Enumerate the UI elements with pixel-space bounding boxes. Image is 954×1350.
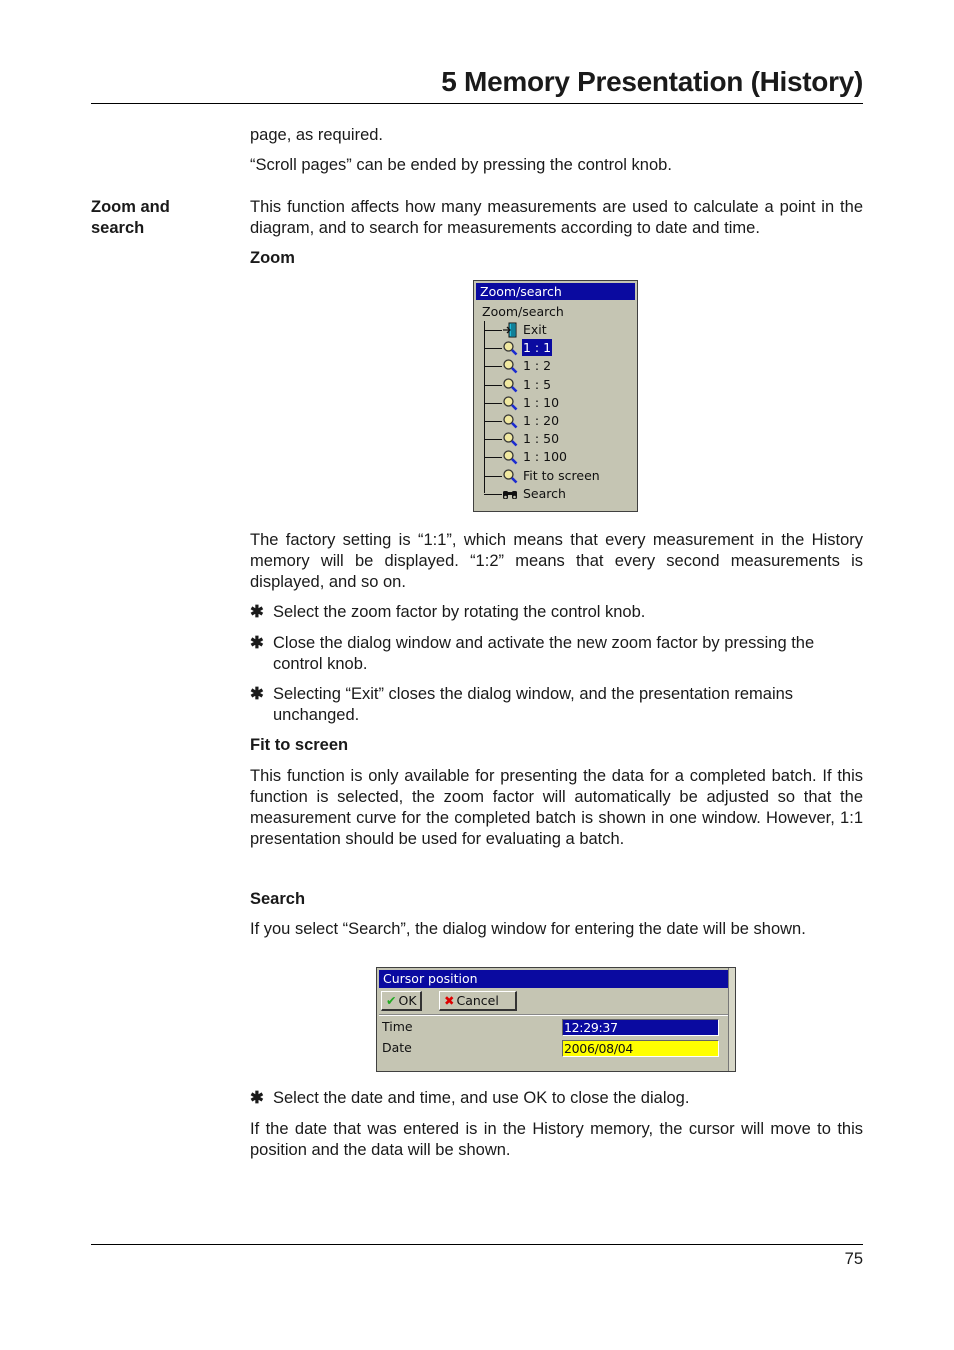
- tree-connector-line: [484, 321, 485, 493]
- date-label: Date: [382, 1040, 412, 1055]
- tree-branch-line: [484, 330, 502, 331]
- bullet-text: Select the date and time, and use OK to close the dialog.: [273, 1089, 690, 1107]
- tree-branch-line: [484, 439, 502, 440]
- magnifier-icon: [502, 340, 518, 356]
- tree-item-label: 1 : 5: [523, 376, 552, 392]
- ok-label: OK: [398, 993, 417, 1008]
- search-after-paragraph: If the date that was entered is in the History memory, the cursor will move to this position and the data will be shown.: [250, 1120, 863, 1159]
- zoom-bullet-2: [250, 633, 863, 675]
- tree-item-label: 1 : 1: [523, 340, 552, 356]
- intro-paragraph-2: “Scroll pages” can be ended by pressing the control knob.: [250, 156, 672, 174]
- cancel-label: Cancel: [456, 993, 499, 1008]
- cancel-button[interactable]: [439, 991, 517, 1011]
- time-label: Time: [382, 1019, 413, 1034]
- fit-paragraph: This function is only available for presenting the data for a completed batch. If this function is selected, the zoom factor will automatically be adjusted so that the measurement curve for the completed batch is shown in one window. However, 1:1 presentation should be used for evaluating a batch.: [250, 767, 863, 848]
- cross-icon: ✖: [444, 993, 455, 1008]
- tree-branch-line: [484, 403, 502, 404]
- tree-item-label: 1 : 50: [523, 431, 560, 447]
- binoculars-icon: [502, 486, 518, 502]
- tree-root-label: Zoom/search: [482, 304, 564, 319]
- magnifier-icon: [502, 395, 518, 411]
- fit-heading: Fit to screen: [250, 736, 349, 754]
- header-rule: [91, 103, 863, 104]
- tree-item-label: 1 : 10: [523, 394, 560, 410]
- ok-button[interactable]: [381, 991, 422, 1011]
- bullet-text: Select the zoom factor by rotating the control knob.: [273, 603, 646, 621]
- bullet-text: Selecting “Exit” closes the dialog window, and the presentation remains unchanged.: [273, 685, 794, 724]
- bullet-star-icon: ✱: [250, 603, 264, 621]
- tree-branch-line: [484, 457, 502, 458]
- dialog-titlebar: Zoom/search: [476, 283, 635, 300]
- zoom-bullet-3: [250, 684, 863, 726]
- magnifier-icon: [502, 449, 518, 465]
- bullet-star-icon: ✱: [250, 685, 264, 703]
- tree-branch-line: [484, 348, 502, 349]
- tree-item-label: Exit: [523, 322, 547, 337]
- tree-branch-line: [484, 494, 502, 495]
- tree-branch-line: [484, 421, 502, 422]
- magnifier-icon: [502, 468, 518, 484]
- side-heading-line-2: search: [91, 219, 145, 237]
- dialog-side-edge: [728, 968, 735, 1071]
- page-number: 75: [844, 1250, 863, 1268]
- magnifier-icon: [502, 377, 518, 393]
- tree-item-label: 1 : 20: [523, 413, 560, 428]
- cursor-position-dialog: [376, 967, 736, 1072]
- tree-item-label: Fit to screen: [523, 467, 600, 483]
- intro-paragraph-1: page, as required.: [250, 126, 384, 144]
- tree-branch-line: [484, 366, 502, 367]
- time-field[interactable]: 12:29:37: [562, 1019, 719, 1036]
- zoom-search-dialog: [473, 280, 638, 512]
- date-field[interactable]: 2006/08/04: [562, 1040, 719, 1057]
- footer-rule: [91, 1244, 863, 1245]
- tree-item-label: 1 : 2: [523, 358, 552, 374]
- dialog-titlebar: Cursor position: [379, 970, 728, 988]
- magnifier-icon: [502, 431, 518, 447]
- magnifier-icon: [502, 358, 518, 374]
- magnifier-icon: [502, 413, 518, 429]
- checkmark-icon: ✔: [386, 993, 397, 1008]
- dialog-separator: [379, 1014, 728, 1016]
- tree-branch-line: [484, 385, 502, 386]
- side-heading: [91, 197, 231, 239]
- zoom-bullet-1: [250, 602, 863, 623]
- zoom-description: The factory setting is “1:1”, which means that every measurement in the History memory will be displayed. “1:2” means that every second measurements is displayed, and so on.: [250, 531, 863, 591]
- bullet-star-icon: ✱: [250, 634, 264, 652]
- tree-item-label: Search: [523, 485, 566, 501]
- zoom-heading: Zoom: [250, 249, 295, 267]
- chapter-title: 5 Memory Presentation (History): [441, 66, 863, 97]
- search-heading: Search: [250, 890, 306, 908]
- side-heading-line-1: Zoom and: [91, 198, 170, 216]
- exit-door-icon: [502, 322, 518, 338]
- bullet-text: Close the dialog window and activate the new zoom factor by pressing the control knob.: [273, 634, 815, 673]
- search-paragraph: If you select “Search”, the dialog window for entering the date will be shown.: [250, 920, 806, 938]
- bullet-star-icon: ✱: [250, 1089, 264, 1107]
- tree-branch-line: [484, 476, 502, 477]
- section-intro: This function affects how many measurements are used to calculate a point in the diagram, and to search for measurements according to date and time.: [250, 198, 863, 237]
- tree-item-label: 1 : 100: [523, 449, 567, 465]
- search-bullet: [250, 1088, 863, 1109]
